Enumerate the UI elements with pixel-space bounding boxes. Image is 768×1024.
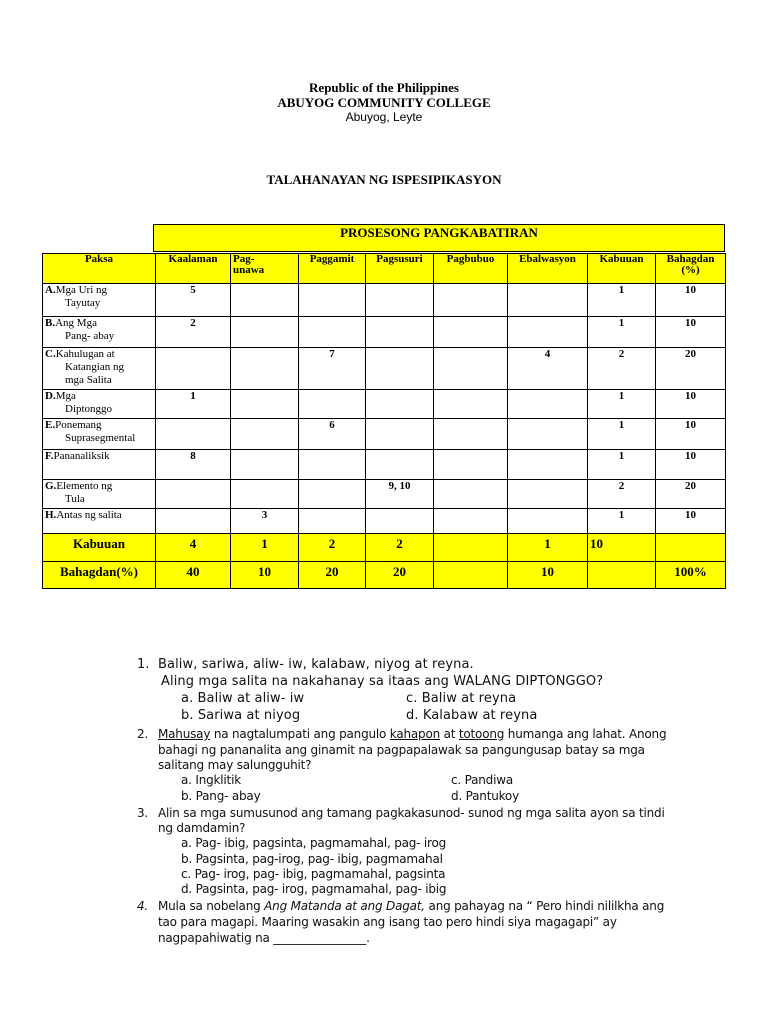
topic-cell: [43, 419, 156, 450]
cell-pag-unawa: [231, 419, 299, 450]
cell-paggamit: 6: [299, 419, 366, 450]
cell-pag-unawa: [231, 450, 299, 480]
question-2-line1: [158, 726, 666, 742]
cell-pagbubuo: [434, 390, 508, 419]
question-1-option-b: b. Sariwa at niyog: [181, 708, 301, 723]
topic-cell: [43, 348, 156, 390]
question-3-option-c: c. Pag- irog, pag- ibig, pagmamahal, pagsinta: [181, 867, 446, 881]
col-pag-unawa-line1: Pag-: [233, 253, 255, 265]
question-4-number: 4.: [137, 899, 149, 913]
topic-text-cont: Diptonggo: [65, 403, 113, 415]
question-2-line3: salitang may salungguhit?: [158, 758, 312, 772]
cell-pagsusuri: 9, 10: [366, 480, 434, 509]
underlined-word-mahusay: Mahusay: [158, 727, 211, 741]
topic-text: Mga: [55, 390, 76, 402]
q4-text: Mula sa nobelang: [158, 899, 265, 913]
cell-kabuuan: 1: [588, 317, 656, 348]
total-pagsusuri: 2: [366, 534, 434, 562]
topic-text: Ponemang: [55, 419, 102, 431]
table-row: [43, 390, 726, 419]
q2-text: humanga ang lahat. Anong: [504, 727, 667, 741]
topic-text-cont: Katangian ng: [65, 361, 124, 373]
question-3-option-d: d. Pagsinta, pag- irog, pagmamahal, pag- ibig: [181, 882, 447, 896]
col-kaalaman: Kaalaman: [156, 254, 231, 284]
topic-text-cont: Tula: [65, 493, 85, 505]
cell-kabuuan: 2: [588, 348, 656, 390]
question-2-option-d: d. Pantukoy: [451, 789, 519, 803]
pct-ebalwasyon: 10: [508, 562, 588, 589]
table-row: [43, 509, 726, 534]
question-1-line1: Baliw, sariwa, aliw- iw, kalabaw, niyog at reyna.: [158, 657, 474, 672]
total-kaalaman: 4: [156, 534, 231, 562]
cell-ebalwasyon: [508, 317, 588, 348]
percent-label: Bahagdan(%): [43, 562, 156, 589]
col-pagsusuri: Pagsusuri: [366, 254, 434, 284]
col-bahagdan-line2: (%): [681, 264, 700, 276]
topic-text: Mga Uri ng: [55, 284, 108, 296]
topic-text: Ang Mga: [55, 317, 97, 329]
cell-kaalaman: 8: [156, 450, 231, 480]
cell-kaalaman: 2: [156, 317, 231, 348]
cell-paggamit: [299, 390, 366, 419]
cell-ebalwasyon: [508, 480, 588, 509]
topic-text-cont: Suprasegmental: [65, 432, 136, 444]
cell-kabuuan: 1: [588, 284, 656, 317]
col-pagbubuo: Pagbubuo: [434, 254, 508, 284]
table-header-row: [43, 254, 726, 284]
college-name: ABUYOG COMMUNITY COLLEGE: [277, 95, 491, 110]
totals-label: Kabuuan: [43, 534, 156, 562]
question-3-line2: ng damdamin?: [158, 821, 246, 835]
question-1-option-d: d. Kalabaw at reyna: [406, 708, 538, 723]
q2-text: at: [440, 727, 459, 741]
question-3-line1: Alin sa mga sumusunod ang tamang pagkakasunod- sunod ng mga salita ayon sa tindi: [158, 806, 665, 820]
cell-pagbubuo: [434, 509, 508, 534]
cell-kabuuan: 1: [588, 509, 656, 534]
totals-row: [43, 534, 726, 562]
pct-paggamit: 20: [299, 562, 366, 589]
novel-title: Ang Matanda at ang Dagat,: [264, 899, 425, 913]
topic-text: Kahulugan at: [55, 348, 115, 360]
topic-letter: G.: [45, 480, 57, 492]
process-group-header: PROSESONG PANGKABATIRAN: [153, 224, 725, 252]
cell-bahagdan: 10: [656, 419, 726, 450]
col-pag-unawa: [231, 254, 299, 284]
cell-pagbubuo: [434, 284, 508, 317]
pct-pagbubuo: [434, 562, 508, 589]
question-1-number: 1.: [137, 657, 150, 672]
cell-ebalwasyon: [508, 419, 588, 450]
cell-pag-unawa: 3: [231, 509, 299, 534]
col-paggamit: Paggamit: [299, 254, 366, 284]
cell-pagsusuri: [366, 450, 434, 480]
table-row: [43, 450, 726, 480]
question-2-option-c: c. Pandiwa: [451, 773, 514, 787]
topic-text-cont: mga Salita: [65, 374, 112, 386]
cell-pagbubuo: [434, 450, 508, 480]
total-ebalwasyon: 1: [508, 534, 588, 562]
topic-cell: [43, 284, 156, 317]
cell-paggamit: [299, 317, 366, 348]
cell-bahagdan: 10: [656, 284, 726, 317]
question-3-option-a: a. Pag- ibig, pagsinta, pagmamahal, pag- irog: [181, 836, 447, 850]
pct-bahagdan: 100%: [656, 562, 726, 589]
topic-letter: F.: [45, 450, 54, 462]
question-2-line2: bahagi ng pananalita ang ginamit na pagpapalawak sa pangungusap batay sa mga: [158, 743, 645, 757]
cell-paggamit: [299, 450, 366, 480]
pct-pagsusuri: 20: [366, 562, 434, 589]
republic-line: Republic of the Philippines: [309, 80, 459, 95]
cell-pag-unawa: [231, 284, 299, 317]
cell-pagbubuo: [434, 348, 508, 390]
cell-paggamit: [299, 480, 366, 509]
cell-paggamit: [299, 509, 366, 534]
pct-kaalaman: 40: [156, 562, 231, 589]
cell-kabuuan: 1: [588, 450, 656, 480]
col-pag-unawa-line2: unawa: [233, 264, 265, 276]
cell-bahagdan: 10: [656, 317, 726, 348]
pct-pag-unawa: 10: [231, 562, 299, 589]
cell-pagbubuo: [434, 317, 508, 348]
document-title: TALAHANAYAN NG ISPESIPIKASYON: [266, 172, 502, 187]
cell-pagsusuri: [366, 348, 434, 390]
table-row: [43, 317, 726, 348]
cell-kaalaman: [156, 348, 231, 390]
cell-ebalwasyon: [508, 284, 588, 317]
topic-cell: [43, 480, 156, 509]
topic-cell: [43, 450, 156, 480]
question-1-option-a: a. Baliw at aliw- iw: [181, 691, 305, 706]
cell-paggamit: 7: [299, 348, 366, 390]
cell-kabuuan: 1: [588, 390, 656, 419]
cell-pagsusuri: [366, 284, 434, 317]
topic-cell: [43, 509, 156, 534]
topic-letter: A.: [45, 284, 56, 296]
col-bahagdan: [656, 254, 726, 284]
underlined-word-kahapon: kahapon: [389, 727, 441, 741]
cell-pag-unawa: [231, 348, 299, 390]
question-1-option-c: c. Baliw at reyna: [406, 691, 517, 706]
cell-pag-unawa: [231, 317, 299, 348]
question-4-line3: nagpapahiwatig na ________________.: [158, 931, 370, 945]
cell-paggamit: [299, 284, 366, 317]
pct-kabuuan: [588, 562, 656, 589]
question-2-option-b: b. Pang- abay: [181, 789, 261, 803]
topic-letter: H.: [45, 509, 57, 521]
col-paksa: Paksa: [43, 254, 156, 284]
col-kabuuan: Kabuuan: [588, 254, 656, 284]
cell-kaalaman: [156, 419, 231, 450]
table-row: [43, 348, 726, 390]
cell-pagsusuri: [366, 390, 434, 419]
cell-bahagdan: 10: [656, 390, 726, 419]
topic-text-cont: Tayutay: [65, 297, 101, 309]
cell-kaalaman: 5: [156, 284, 231, 317]
cell-kaalaman: [156, 509, 231, 534]
question-3-number: 3.: [137, 806, 149, 820]
question-3-option-b: b. Pagsinta, pag-irog, pag- ibig, pagmamahal: [181, 852, 443, 866]
cell-bahagdan: 20: [656, 348, 726, 390]
cell-kabuuan: 1: [588, 419, 656, 450]
question-2-option-a: a. Ingklitik: [181, 773, 241, 787]
cell-pag-unawa: [231, 390, 299, 419]
cell-pagsusuri: [366, 509, 434, 534]
col-ebalwasyon: Ebalwasyon: [508, 254, 588, 284]
cell-ebalwasyon: [508, 390, 588, 419]
topic-text-cont: Pang- abay: [65, 330, 115, 342]
question-4-line2: tao para magapi. Maaring wasakin ang isang tao pero hindi siya magagapi” ay: [158, 915, 617, 929]
col-bahagdan-line1: Bahagdan: [666, 253, 715, 265]
cell-ebalwasyon: [508, 450, 588, 480]
percent-row: [43, 562, 726, 589]
total-paggamit: 2: [299, 534, 366, 562]
q4-text: ang pahayag na “ Pero hindi nililkha ang: [424, 899, 665, 913]
cell-bahagdan: 10: [656, 450, 726, 480]
table-row: [43, 284, 726, 317]
cell-bahagdan: 10: [656, 509, 726, 534]
topic-text: Elemento ng: [56, 480, 113, 492]
topic-cell: [43, 390, 156, 419]
total-kabuuan: 10: [588, 534, 656, 562]
question-2-number: 2.: [137, 727, 149, 741]
topic-letter: C.: [45, 348, 56, 360]
total-pagbubuo: [434, 534, 508, 562]
topic-letter: E.: [45, 419, 56, 431]
cell-ebalwasyon: 4: [508, 348, 588, 390]
total-pag-unawa: 1: [231, 534, 299, 562]
topic-text: Antas ng salita: [56, 509, 122, 521]
topic-cell: [43, 317, 156, 348]
underlined-word-totoong: totoong: [458, 727, 505, 741]
question-4-line1: [158, 898, 664, 914]
cell-pagbubuo: [434, 419, 508, 450]
table-row: [43, 480, 726, 509]
specification-table: [42, 253, 726, 589]
cell-bahagdan: 20: [656, 480, 726, 509]
topic-letter: B.: [45, 317, 56, 329]
cell-pagbubuo: [434, 480, 508, 509]
college-location: Abuyog, Leyte: [345, 110, 423, 124]
cell-pagsusuri: [366, 317, 434, 348]
cell-ebalwasyon: [508, 509, 588, 534]
table-row: [43, 419, 726, 450]
topic-letter: D.: [45, 390, 56, 402]
topic-text: Pananaliksik: [53, 450, 110, 462]
question-1-line2: Aling mga salita na nakahanay sa itaas ang WALANG DIPTONGGO?: [161, 674, 604, 689]
cell-kabuuan: 2: [588, 480, 656, 509]
total-bahagdan: [656, 534, 726, 562]
cell-kaalaman: [156, 480, 231, 509]
cell-pagsusuri: [366, 419, 434, 450]
cell-pag-unawa: [231, 480, 299, 509]
cell-kaalaman: 1: [156, 390, 231, 419]
q2-text: na nagtalumpati ang pangulo: [210, 727, 390, 741]
